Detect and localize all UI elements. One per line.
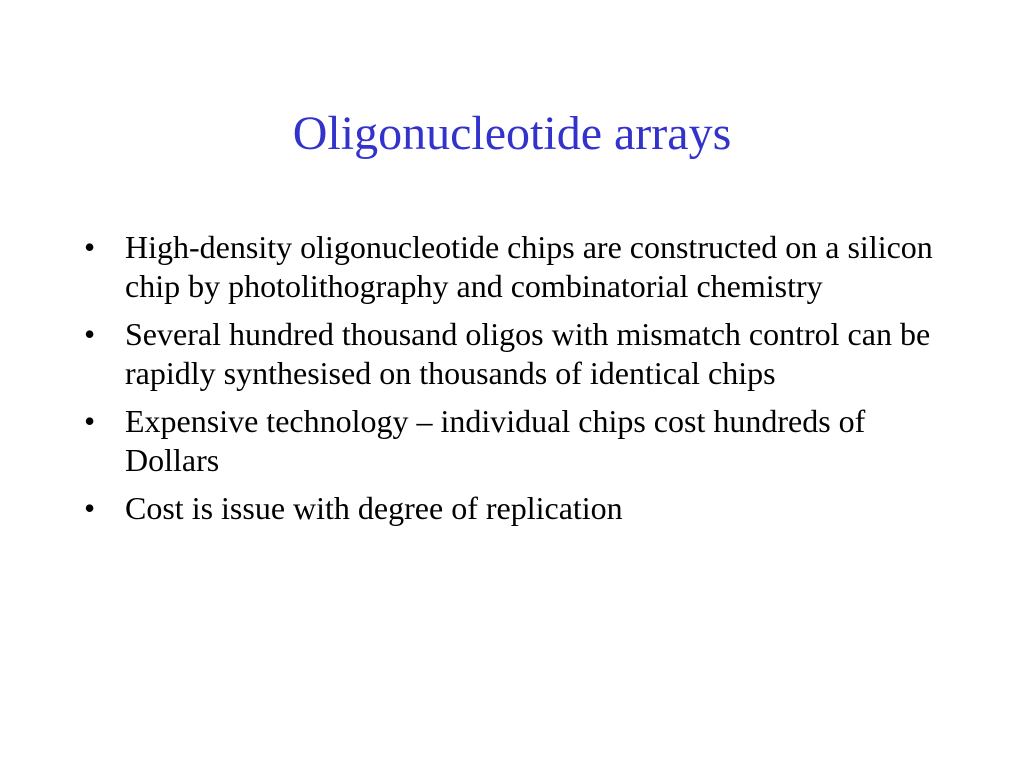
bullet-list (84, 228, 964, 537)
bullet-item (84, 402, 964, 480)
bullet-item (84, 489, 964, 528)
bullet-dot-icon: • (84, 229, 96, 265)
bullet-dot-icon: • (84, 403, 96, 439)
bullet-text: Expensive technology – individual chips cost hundreds of Dollars (125, 403, 866, 478)
bullet-dot-icon: • (84, 316, 96, 352)
bullet-item (84, 228, 964, 306)
bullet-text: High-density oligonucleotide chips are constructed on a silicon chip by photolithography and combinatorial chemistry (125, 229, 933, 304)
bullet-text: Several hundred thousand oligos with mismatch control can be rapidly synthesised on thousands of identical chips (125, 316, 931, 391)
slide-title: Oligonucleotide arrays (292, 107, 732, 160)
bullet-text: Cost is issue with degree of replication (125, 490, 623, 526)
bullet-dot-icon: • (84, 490, 96, 526)
bullet-item (84, 315, 964, 393)
